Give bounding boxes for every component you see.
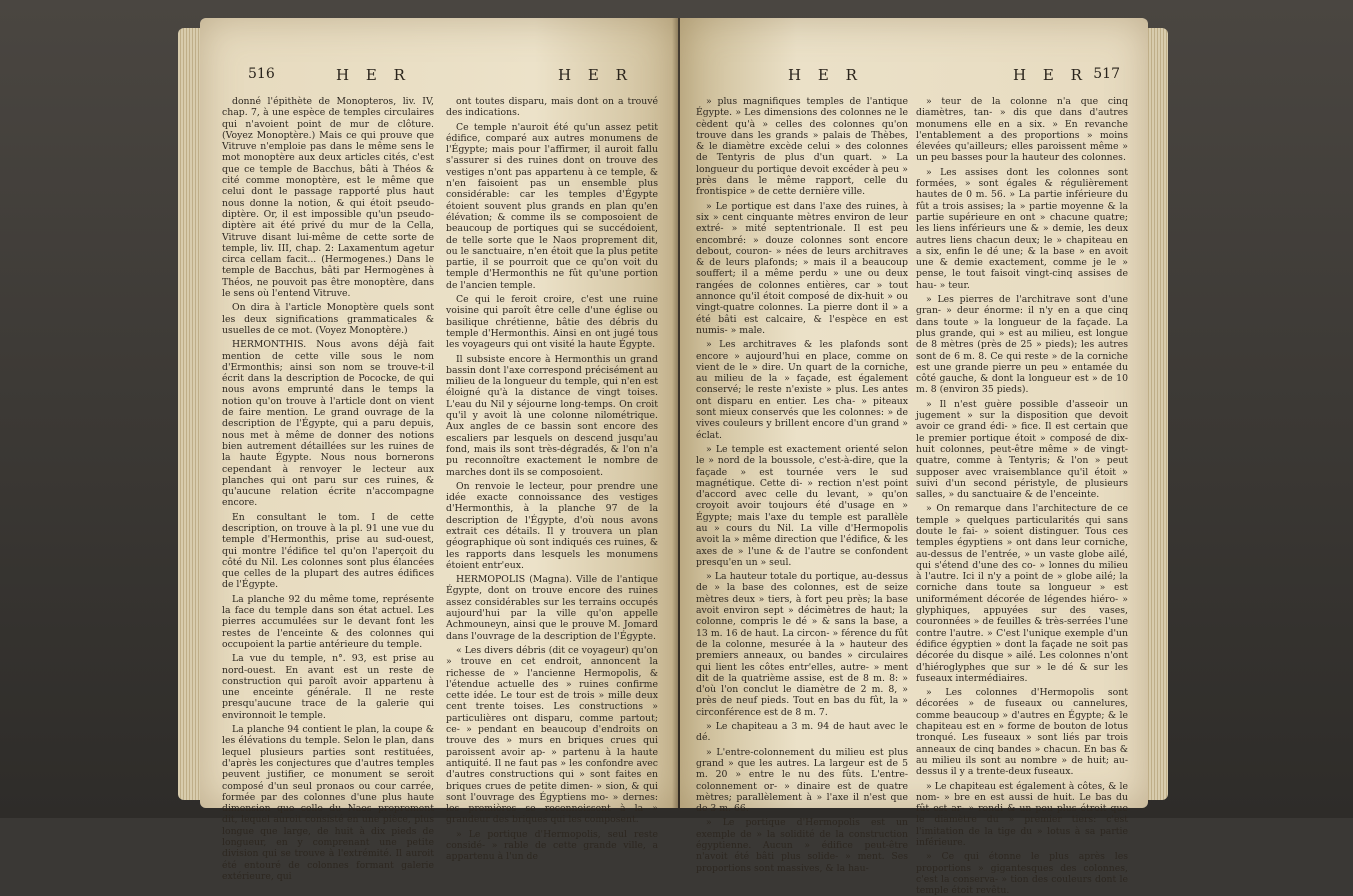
- paragraph: » Les pierres de l'architrave sont d'une gran- » deur énorme: il n'y en a que cinq dans toute » la longueur de la façade. La plus grande, qui » est au milieu, est longue de 8 mètres (près de 25 » pieds); les autres sont de 6 m. 8. Ce qui reste » de la corniche est une grande pierre un peu » entamée du côté gauche, & dont la longueur est » de 10 m. 8 (environ 35 pieds).: [916, 294, 1128, 396]
- right-running-head-2: H E R: [1013, 66, 1088, 84]
- right-page-column-2: [916, 96, 1128, 896]
- paragraph: » Le chapiteau est également à côtes, & le nom- » bre en est aussi de huit. Le bas du fût est ar- » rondi & un peu plus étroit que le diamètre du » premier tiers: c'est l'imitation de la tige du » lotus à sa partie inférieure.: [916, 780, 1128, 848]
- paragraph: « Les divers débris (dit ce voyageur) qu'on » trouve en cet endroit, annoncent la richesse de » l'ancienne Hermopolis, & l'étendue actuelle des » ruines confirme cette idée. Le tour est de trois » mille deux cent trente toises. Les constructions » particulières ont disparu, comme partout; ce- » pendant en beaucoup d'endroits on trouve des » murs en briques crues qui paroissent avoir ap- » partenu à la haute antiquité. Il ne faut pas » les confondre avec d'autres constructions qui » sont faites en briques crues de petite dimen- » sion, & qui sont l'ouvrage des Égyptiens mo- » dernes: les premières se reconnoissent à la » grandeur des briques qui les composent.: [446, 644, 658, 826]
- paragraph: » Les assises dont les colonnes sont formées, » sont égales & régulièrement hautes de 0 m. 56. » La partie inférieure du fût a trois assises; la » partie moyenne & la partie supérieure en ont » chacune quatre; les liens inférieurs une & » demie, les deux autres liens chacun deux; le » chapiteau en a six, enfin le dé une; & la base » en avoit une & demie exactement, comme je le » pense, le tout faisoit vingt-cinq assises de hau- » teur.: [916, 166, 1128, 291]
- paragraph: » teur de la colonne n'a que cinq diamètres, tan- » dis que dans d'autres monumens elle en a six. » En revanche l'entablement a des proportions » moins élevées qu'ailleurs; elles paroissent même » un peu basses pour la hauteur des colonnes.: [916, 96, 1128, 164]
- paragraph: » On remarque dans l'architecture de ce temple » quelques particularités qui sans doute le fai- » soient distinguer. Tous ces temples égyptiens » ont dans leur corniche, au-dessus de l'entrée, » un vaste globe ailé, qui s'étend d'une des co- » lonnes du milieu à l'autre. Ici il n'y a point de » globe ailé; la corniche dans toute sa longueur » est uniformément décorée de légendes hiéro- » glyphiques, appuyées sur des vases, couronnées » de feuilles & très-serrées l'une contre l'autre. » C'est l'unique exemple d'un édifice égyptien » dont la façade ne soit pas décorée du disque » ailé. Les colonnes n'ont d'hiéroglyphes que sur » le dé & sur les fuseaux intermédiaires.: [916, 503, 1128, 684]
- paragraph: » Le chapiteau a 3 m. 94 de haut avec le dé.: [696, 721, 908, 744]
- paragraph: » Les colonnes d'Hermopolis sont décorées » de fuseaux ou cannelures, comme beaucoup » d'autres en Égypte; & le chapiteau est en » forme de bouton de lotus tronqué. Les fuseaux » sont liés par trois anneaux de cinq bandes » chacun. En bas & au milieu ils sont au nombre » de huit; au-dessus il y a trente-deux fuseaux.: [916, 687, 1128, 778]
- page-edges-left: [178, 28, 202, 800]
- paragraph: La vue du temple, n°. 93, est prise au nord-ouest. En avant est un reste de construction qui paroît avoir appartenu à une enceinte générale. Il ne reste presqu'aucune trace de la galerie qui environnoit le temple.: [222, 653, 434, 721]
- paragraph: Ce qui le feroit croire, c'est une ruine voisine qui paroît être celle d'une église ou basilique chrétienne, bâtie des débris du temple d'Hermonthis. Ainsi en ont jugé tous les voyageurs qui ont visité la haute Égypte.: [446, 294, 658, 351]
- paragraph: » plus magnifiques temples de l'antique Égypte. » Les dimensions des colonnes ne le cèdent qu'à » celles des colonnes qu'on trouve dans les grands » palais de Thèbes, & le diamètre excède celui » des colonnes de Tentyris de plus d'un quart. » La longueur du portique devoit excéder à peu » près dans le même rapport, celle du frontispice » de cette dernière ville.: [696, 96, 908, 198]
- paragraph: » Le portique est dans l'axe des ruines, à six » cent cinquante mètres environ de leur extré- » mité septentrionale. Il est peu encombré: » douze colonnes sont encore debout, couron- » nées de leurs architraves & de leurs plafonds; » mais il a beaucoup souffert; il a même perdu » une ou deux rangées de colonnes entières, car » tout annonce qu'il étoit composé de dix-huit » ou vingt-quatre colonnes. La pierre dont il » a été bâti est calcaire, & l'espèce en est numis- » male.: [696, 200, 908, 336]
- page-edges-right: [1146, 28, 1168, 800]
- paragraph: HERMONTHIS. Nous avons déjà fait mention de cette ville sous le nom d'Ermonthis; ainsi son nom se trouve-t-il écrit dans la description de Pococke, de qui nous avons emprunté dans le temps la notion qu'on trouve à l'article dont on vient de faire mention. Le grand ouvrage de la description de l'Égypte, qui a paru depuis, nous met à même de donner des notions bien autrement détaillées sur les ruines de la haute Égypte. Nous nous bornerons cependant à renvoyer le lecteur aux planches qui ont paru sur ces ruines, & qu'aucune relation écrite n'accompagne encore.: [222, 339, 434, 509]
- paragraph: En consultant le tom. I de cette description, on trouve à la pl. 91 une vue du temple d'Hermonthis, prise au sud-ouest, qui montre l'édifice tel qu'on l'aperçoit du côté du Nil. Les colonnes sont plus élancées que celles de la plupart des autres édifices de l'Égypte.: [222, 511, 434, 591]
- paragraph: On dira à l'article Monoptère quels sont les deux significations grammaticales & usuelles de ce mot. (Voyez Monoptère.): [222, 302, 434, 336]
- left-running-head-1: H E R: [336, 66, 411, 84]
- paragraph: donné l'épithète de Monopteros, liv. IV, chap. 7, à une espèce de temples circulaires qui n'avoient point de mur de clôture. (Voyez Monoptère.) Mais ce qui prouve que Vitruve n'emploie pas dans le même sens le mot monoptère aux deux articles cités, c'est que ce temple de Bacchus, bâti à Théos & cité comme monoptère, est le même que celui dont le passage rapporté plus haut nous donne la notion, & qui étoit pseudo-diptère. Or, il est impossible qu'un pseudo-diptère ait été privé du mur de la Cella, Vitruve disant lui-même de cette sorte de temple, liv. III, chap. 2: Laxamentum agetur circa cellam facit... (Hermogenes.) Dans le temple de Bacchus, bâti par Hermogènes à Théos, ne pouvoit pas être monoptère, dans le sens où l'entend Vitruve.: [222, 96, 434, 300]
- paragraph: HERMOPOLIS (Magna). Ville de l'antique Égypte, dont on trouve encore des ruines assez considérables sur les terrains occupés aujourd'hui par la ville qu'on appelle Achmouneyn, ainsi que le prouve M. Jomard dans l'ouvrage de la description de l'Égypte.: [446, 574, 658, 642]
- paragraph: » Les architraves & les plafonds sont encore » aujourd'hui en place, comme on vient de le » dire. Un quart de la corniche, au milieu de la » façade, est également conservé; le reste n'existe » plus. Les antes ont disparu en entier. Les cha- » piteaux sont mieux conservés que les colonnes: » de vives couleurs y brillent encore d'un grand » éclat.: [696, 339, 908, 441]
- left-page-column-2: [446, 96, 658, 863]
- right-page-number: 517: [1093, 66, 1120, 82]
- right-page-column-1: [696, 96, 908, 874]
- left-page: [200, 18, 678, 882]
- paragraph: Il subsiste encore à Hermonthis un grand bassin dont l'axe correspond précisément au milieu de la longueur du temple, qui n'en est éloigné qu'à la distance de vingt toises. L'eau du Nil y séjourne long-temps. On croit qu'il y avoit là une colonne nilométrique. Aux angles de ce bassin sont encore des escaliers par lesquels on descend jusqu'au fond, mais ils sont très-dégradés, & l'on n'a pu reconnoître exactement le nombre de marches dont ils se composoient.: [446, 353, 658, 478]
- left-page-column-1: [222, 96, 434, 882]
- left-running-head-2: H E R: [558, 66, 633, 84]
- right-page-header: [708, 66, 1120, 90]
- right-running-head-1: H E R: [788, 66, 863, 84]
- paragraph: La planche 92 du même tome, représente la face du temple dans son état actuel. Les pierres accumulées sur le devant font les restes de l'enceinte & des colonnes qui occupoient la partie antérieure du temple.: [222, 593, 434, 650]
- paragraph: » Ce qui étonne le plus après les proportions » gigantesques des colonnes, c'est la conserva- » tion des couleurs dont le temple étoit revêtu.: [916, 851, 1128, 896]
- paragraph: La planche 94 contient le plan, la coupe & les élévations du temple. Selon le plan, dans lequel plusieurs parties sont restituées, d'après les conjectures que d'autres temples peuvent justifier, ce monument se seroit composé d'un seul pronaos ou cour carrée, formée par des colonnes d'une plus haute dimension que celle du Naos proprement dit, lequel auroit consisté en une pièce, plus longue que large, de huit à dix pieds de longueur, en y comprenant une petite division qui se trouve à l'extrémité. Il auroit été entouré de colonnes formant galerie extérieure, qui: [222, 724, 434, 882]
- paragraph: » La hauteur totale du portique, au-dessus de » la base des colonnes, est de seize mètres deux » tiers, à fort peu près; la base avoit environ sept » décimètres de haut; la colonne, compris le dé » & sans la base, a 13 m. 16 de haut. La circon- » férence du fût de la colonne, mesurée à la » hauteur des premiers anneaux, ou bandes » circulaires qui lient les côtes entr'elles, autre- » ment dit de la quatrième assise, est de 8 m. 8: » d'où l'on conclut le diamètre de 2 m. 8, » près de neuf pieds. Tout en bas du fût, la » circonférence est de 8 m. 7.: [696, 571, 908, 718]
- paragraph: Ce temple n'auroit été qu'un assez petit édifice, comparé aux autres monumens de l'Égypte; mais pour l'affirmer, il auroit fallu s'assurer si des ruines dont on trouve des vestiges n'ont pas appartenu à ce temple, & n'en faisoient pas un ensemble plus considérable: car les temples d'Égypte étoient souvent plus grands en plan qu'en élévation; & comme ils se composoient de beaucoup de portiques qui se succédoient, de telle sorte que le Naos proprement dit, ou le sanctuaire, n'en étoit que la plus petite partie, il se pourroit que ce qu'on voit du temple d'Hermonthis ne fût qu'une portion de l'ancien temple.: [446, 121, 658, 291]
- left-page-number: 516: [248, 66, 275, 82]
- paragraph: » Le portique d'Hermopolis est un exemple de » la solidité de la construction égyptienne. Aucun » édifice peut-être n'avoit été bâti plus solide- » ment. Ses proportions sont massives, & la hau-: [696, 817, 908, 874]
- paragraph: » Le portique d'Hermopolis, seul reste considé- » rable de cette grande ville, a appartenu à l'un de: [446, 828, 658, 863]
- right-page: [680, 18, 1148, 896]
- paragraph: » L'entre-colonnement du milieu est plus grand » que les autres. La largeur est de 5 m. 20 » entre le nu des fûts. L'entre-colonnement or- » dinaire est de quatre mètres; parallèlement à » l'axe il n'est que de 3 m. 66.: [696, 746, 908, 815]
- left-page-header: [228, 66, 650, 90]
- paragraph: » Il n'est guère possible d'asseoir un jugement » sur la disposition que devoit avoir ce grand édi- » fice. Il est certain que le premier portique étoit » composé de dix-huit colonnes, peut-être même » de vingt-quatre, comme à Tentyris; & l'on » peut supposer avec vraisemblance qu'il étoit » suivi d'un second péristyle, de plusieurs salles, » du sanctuaire & de l'enceinte.: [916, 398, 1128, 501]
- paragraph: On renvoie le lecteur, pour prendre une idée exacte connoissance des vestiges d'Hermonthis, à la planche 97 de la description de l'Égypte, d'où nous avons extrait ces détails. Il y trouvera un plan géographique où sont indiqués ces ruines, & les rapports dans lesquels les monumens étoient entr'eux.: [446, 480, 658, 571]
- paragraph: » Le temple est exactement orienté selon le » nord de la boussole, c'est-à-dire, que la façade » est tournée vers le sud magnétique. Cette di- » rection n'est point d'accord avec celle du levant, » qu'on croyoit avoir toujours été d'usage en » Égypte; mais l'axe du temple est parallèle au » cours du Nil. La ville d'Hermopolis avoit la » même direction que l'édifice, & les axes de » l'une & de l'autre se confondent presqu'en un » seul.: [696, 443, 908, 568]
- paragraph: ont toutes disparu, mais dont on a trouvé des indications.: [446, 96, 658, 119]
